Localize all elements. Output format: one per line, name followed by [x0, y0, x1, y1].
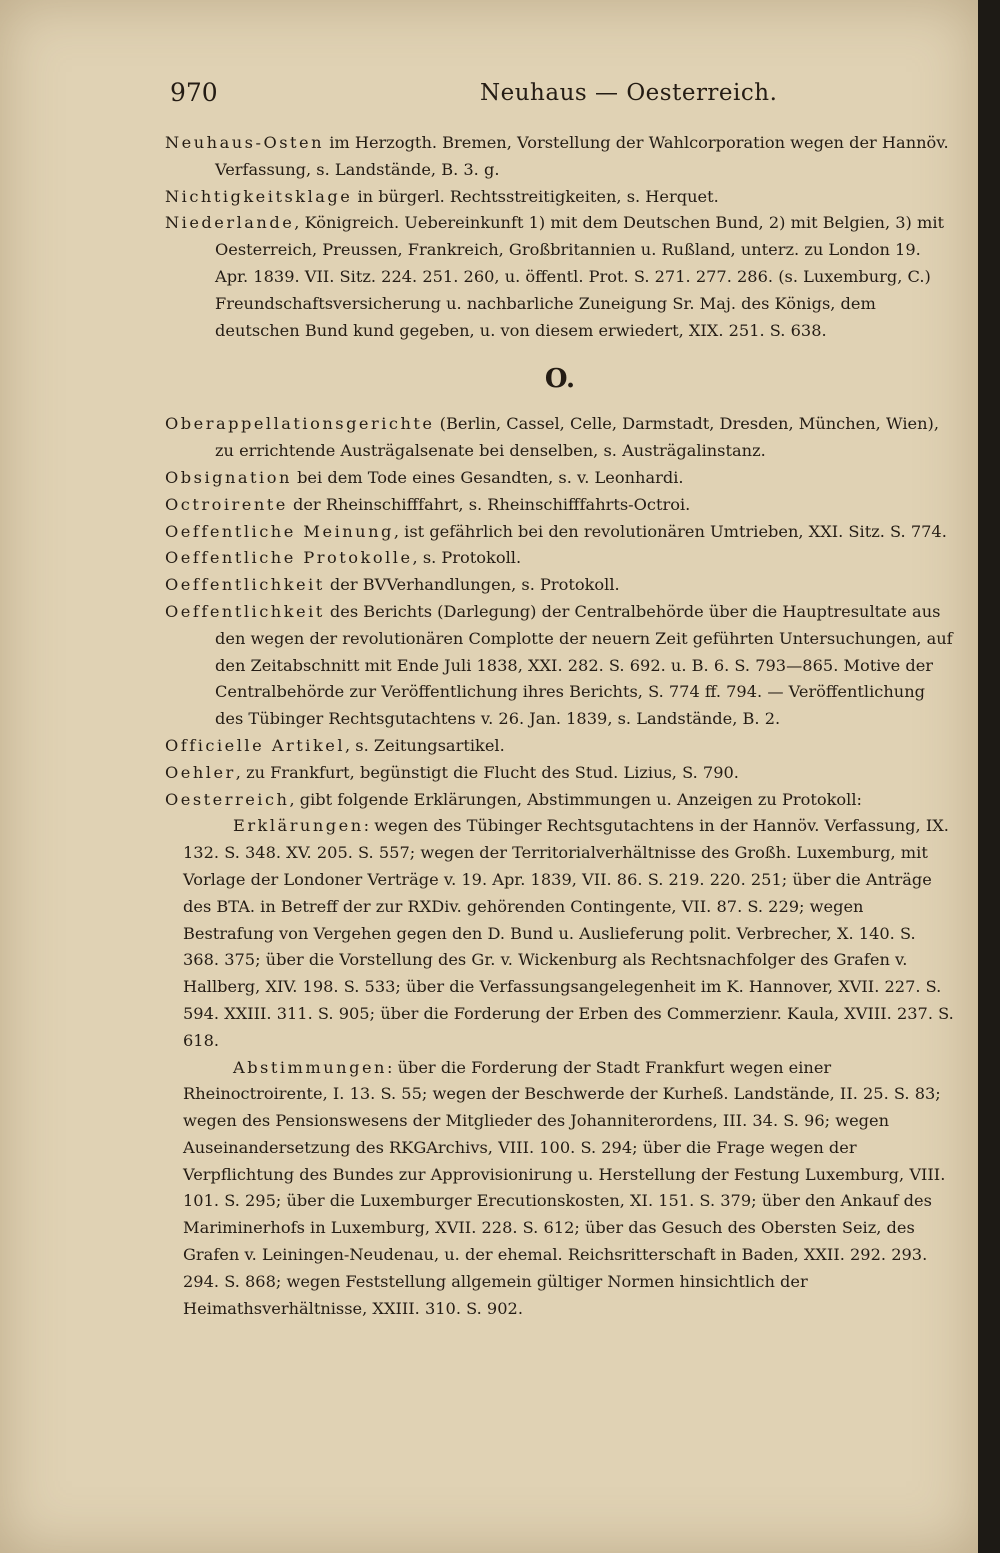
index-entry [165, 760, 955, 787]
index-sub-entry [165, 1055, 955, 1323]
entry-keyword: Oehler [165, 762, 236, 782]
entry-keyword: Niederlande [165, 213, 295, 233]
scan-edge [978, 0, 1000, 1553]
index-entry [165, 787, 955, 814]
index-entry [165, 210, 955, 344]
entry-keyword: Oesterreich [165, 789, 290, 809]
index-entry [165, 465, 955, 492]
entry-keyword: Octroirente [165, 494, 288, 514]
entry-text: in bürgerl. Rechtsstreitigkeiten, s. Herquet. [352, 186, 719, 206]
index-entry [165, 572, 955, 599]
entry-text: bei dem Tode eines Gesandten, s. v. Leonhardi. [291, 467, 684, 487]
sub-entry-keyword: Abstimmungen [233, 1057, 387, 1077]
entry-keyword: Oberappellationsgerichte [165, 414, 435, 434]
running-title: Neuhaus — Oesterreich. [480, 80, 778, 106]
entry-keyword: Neuhaus-Osten [165, 133, 325, 152]
entry-text: der BVVerhandlungen, s. Protokoll. [324, 575, 620, 595]
entry-keyword: Oeffentliche Protokolle [165, 548, 413, 568]
entry-keyword: Obsignation [165, 467, 292, 487]
index-entry [165, 599, 955, 733]
section-letter: O. [544, 364, 576, 395]
page-number: 970 [170, 78, 218, 107]
entry-text: der Rheinschifffahrt, s. Rheinschifffahrts-Octroi. [287, 494, 691, 514]
entry-keyword: Oeffentlichkeit [165, 601, 325, 621]
entry-text: , s. Protokoll. [412, 548, 522, 568]
page-header [170, 78, 970, 118]
entry-text: , gibt folgende Erklärungen, Abstimmungen u. Anzeigen zu Protokoll: [289, 789, 862, 809]
entry-text: , ist gefährlich bei den revolutionären Umtrieben, XXI. Sitz. S. 774. [393, 521, 947, 541]
entry-keyword: Oeffentlichkeit [165, 575, 325, 595]
index-entries [165, 130, 955, 1322]
entry-text: im Herzogth. Bremen, Vorstellung der Wahlcorporation wegen der Hannöv. Verfassung, s. Landstände, B. 3. g. [215, 133, 949, 179]
index-entry [165, 733, 955, 760]
sub-entry-text: : über die Forderung der Stadt Frankfurt wegen einer Rheinoctroirente, I. 13. S. 55; wegen der Beschwerde der Kurheß. Landstände, II. 25. S. 83; wegen des Pensionswesens der Mitglieder des Johanniterordens, III. 34. S. 96; wegen Auseinandersetzung des RKGArchivs, VIII. 100. S. 294; über die Frage wegen der Verpflichtung des Bundes zur Approvisionirung u. Herstellung der Festung Luxemburg, VIII. 101. S. 295; über die Luxemburger Erecutionskosten, XI. 151. S. 379; über den Ankauf des Mariminerhofs in Luxemburg, XVII. 228. S. 612; über das Gesuch des Obersten Seiz, des Grafen v. Leiningen-Neudenau, u. der ehemal. Reichsritterschaft in Baden, XXII. 292. 293. 294. S. 868; wegen Feststellung allgemein gültiger Normen hinsichtlich der Heimathsverhältnisse, XXIII. 310. S. 902. [183, 1057, 946, 1318]
entry-text: , Königreich. Uebereinkunft 1) mit dem Deutschen Bund, 2) mit Belgien, 3) mit Oesterreich, Preussen, Frankreich, Großbritannien u. Rußland, unterz. zu London 19. Apr. 1839. VII. Sitz. 224. 251. 260, u. öffentl. Prot. S. 271. 277. 286. (s. Luxemburg, C.) Freundschaftsversicherung u. nachbarliche Zuneigung Sr. Maj. des Königs, dem deutschen Bund kund gegeben, u. von diesem erwiedert, XIX. 251. S. 638. [215, 213, 945, 340]
index-sub-entry [165, 813, 955, 1054]
index-entry [165, 130, 955, 184]
entry-text: (Berlin, Cassel, Celle, Darmstadt, Dresden, München, Wien), zu errichtende Austrägalsenate bei denselben, s. Austrägalinstanz. [215, 414, 939, 461]
index-entry [165, 492, 955, 519]
index-entry [165, 545, 955, 572]
entry-text: , zu Frankfurt, begünstigt die Flucht des Stud. Lizius, S. 790. [235, 762, 739, 782]
entry-text: , s. Zeitungsartikel. [345, 735, 505, 755]
entry-keyword: Officielle Artikel [165, 735, 346, 755]
entry-keyword: Oeffentliche Meinung [165, 521, 394, 541]
entry-keyword: Nichtigkeitsklage [165, 186, 353, 206]
sub-entry-text: : wegen des Tübinger Rechtsgutachtens in der Hannöv. Verfassung, IX. 132. S. 348. XV. 205. S. 557; wegen der Territorialverhältnisse des Großh. Luxemburg, mit Vorlage der Londoner Verträge v. 19. Apr. 1839, VII. 86. S. 219. 220. 251; über die Anträge des BTA. in Betreff der zur RXDiv. gehörenden Contingente, VII. 87. S. 229; wegen Bestrafung von Vergehen gegen den D. Bund u. Auslieferung polit. Verbrecher, X. 140. S. 368. 375; über die Vorstellung des Gr. v. Wickenburg als Rechtsnachfolger des Grafen v. Hallberg, XIV. 198. S. 533; über die Verfassungsangelegenheit im K. Hannover, XVII. 227. S. 594. XXIII. 311. S. 905; über die Forderung der Erben des Commerzienr. Kaula, XVIII. 237. S. 618. [183, 816, 954, 1050]
index-entry [165, 519, 955, 546]
entry-text: des Berichts (Darlegung) der Centralbehörde über die Hauptresultate aus den wegen der revolutionären Complotte der neuern Zeit geführten Untersuchungen, auf den Zeitabschnitt mit Ende Juli 1838, XXI. 282. S. 692. u. B. 6. S. 793—865. Motive der Centralbehörde zur Veröffentlichung ihres Berichts, S. 774 ff. 794. — Veröffentlichung des Tübinger Rechtsgutachtens v. 26. Jan. 1839, s. Landstände, B. 2. [215, 601, 953, 729]
index-entry [165, 411, 955, 465]
sub-entry-keyword: Erklärungen [233, 816, 364, 836]
index-entry [165, 184, 955, 211]
